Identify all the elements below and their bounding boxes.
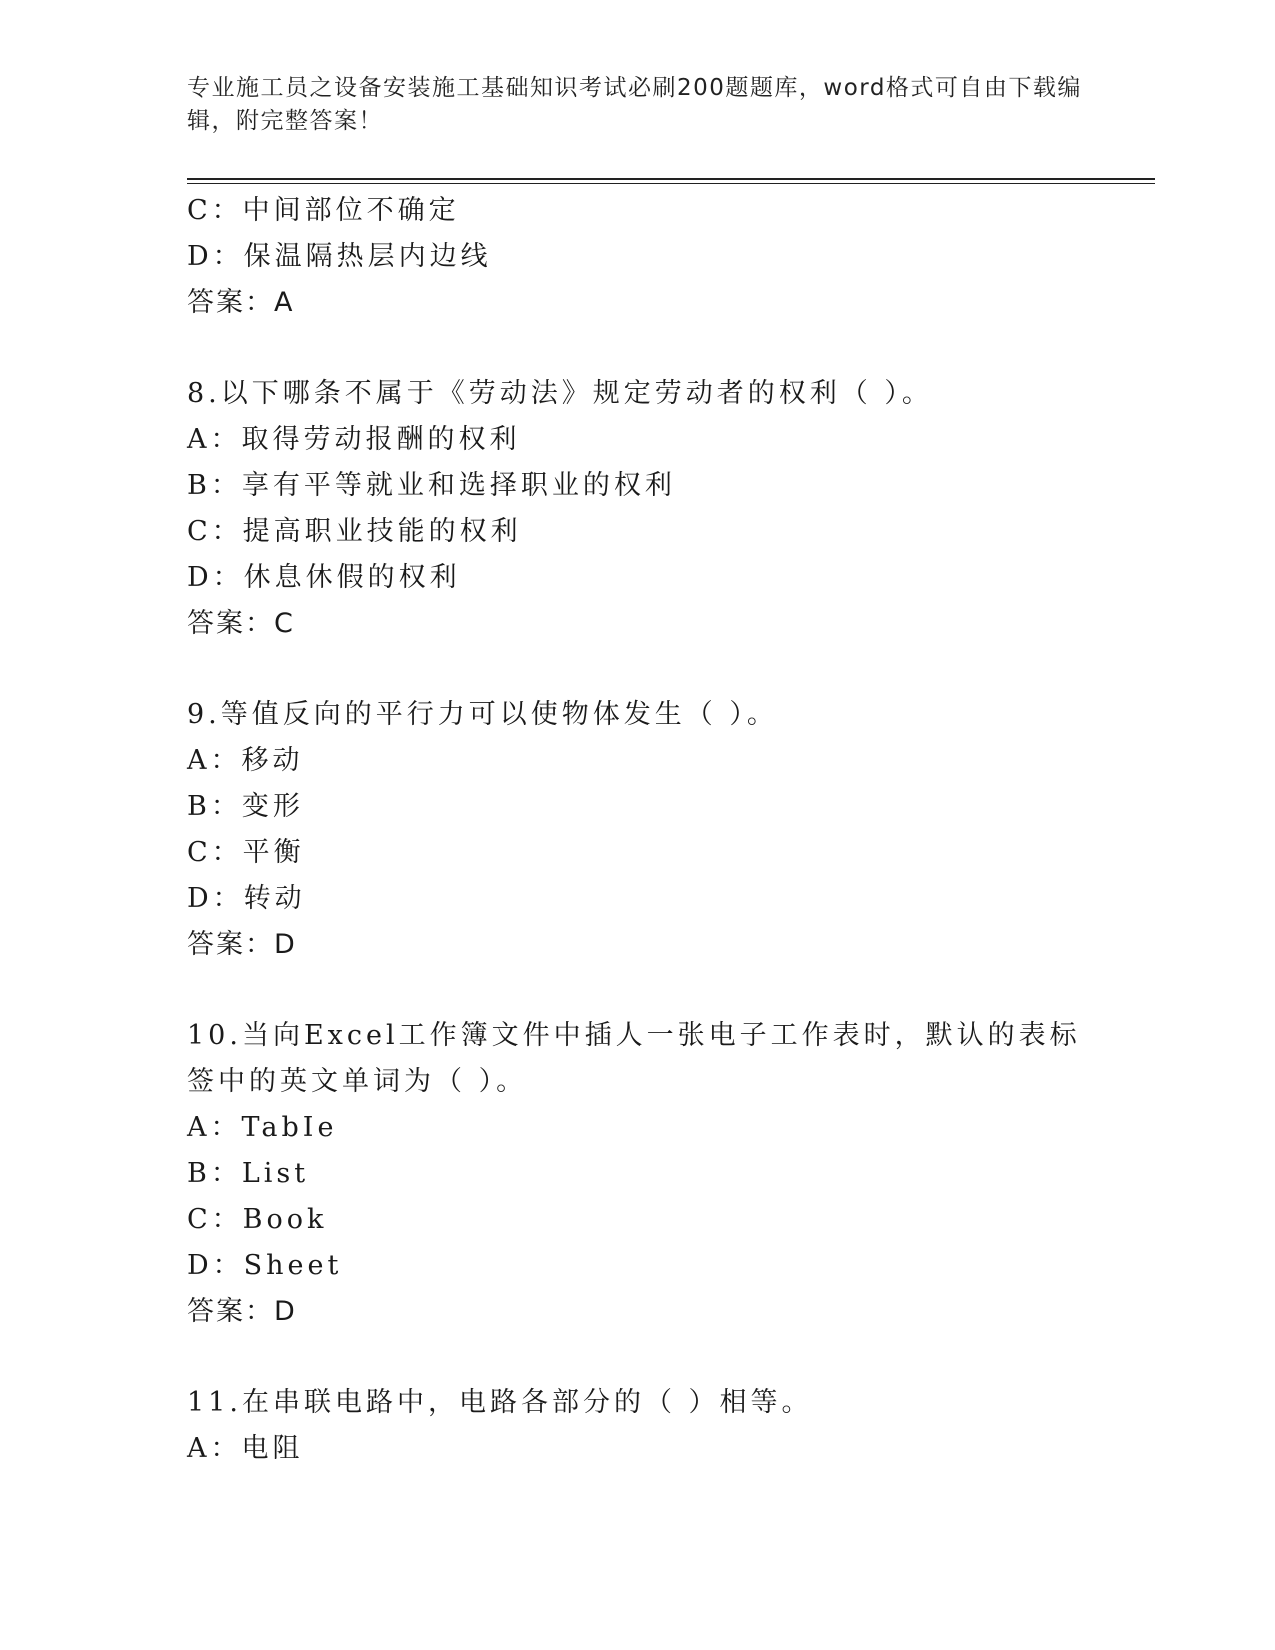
option-b: B：享有平等就业和选择职业的权利: [187, 470, 676, 501]
question-10: [187, 1013, 1087, 1335]
question-list: [187, 188, 1087, 1472]
question-7-continued: [187, 188, 1087, 326]
question-text: 9.等值反向的平行力可以使物体发生（ ）。: [187, 699, 778, 730]
option-b: B：List: [187, 1158, 310, 1189]
question-text: 10.当向Excel工作簿文件中插人一张电子工作表时，默认的表标签中的英文单词为（ ）。: [187, 1020, 1081, 1097]
question-text: 8.以下哪条不属于《劳动法》规定劳动者的权利（ ）。: [187, 378, 933, 409]
option-d: D：Sheet: [187, 1250, 343, 1281]
answer-line: 答案：A: [187, 287, 295, 318]
option-d: D：休息休假的权利: [187, 562, 461, 593]
option-a: A：取得劳动报酬的权利: [187, 424, 521, 455]
answer-line: 答案：D: [187, 929, 297, 960]
option-a: A：电阻: [187, 1433, 304, 1464]
option-b: B：变形: [187, 791, 304, 822]
answer-line: 答案：D: [187, 1296, 297, 1327]
question-11: [187, 1380, 1087, 1472]
option-c: C：平衡: [187, 837, 305, 868]
header-divider-thin: [187, 183, 1155, 184]
option-a: A：移动: [187, 745, 304, 776]
header-divider-thick: [187, 178, 1155, 180]
answer-line: 答案：C: [187, 608, 295, 639]
option-d: D：保温隔热层内边线: [187, 241, 492, 272]
question-8: [187, 371, 1087, 647]
question-9: [187, 692, 1087, 968]
question-text: 11.在串联电路中，电路各部分的（ ）相等。: [187, 1387, 813, 1418]
option-d: D：转动: [187, 883, 306, 914]
option-c: C：Book: [187, 1204, 328, 1235]
document-header: 专业施工员之设备安装施工基础知识考试必刷200题题库，word格式可自由下载编辑，附完整答案！: [187, 75, 1082, 134]
option-a: A：TabIe: [187, 1112, 338, 1143]
option-c: C：提高职业技能的权利: [187, 516, 522, 547]
option-c: C：中间部位不确定: [187, 195, 460, 226]
